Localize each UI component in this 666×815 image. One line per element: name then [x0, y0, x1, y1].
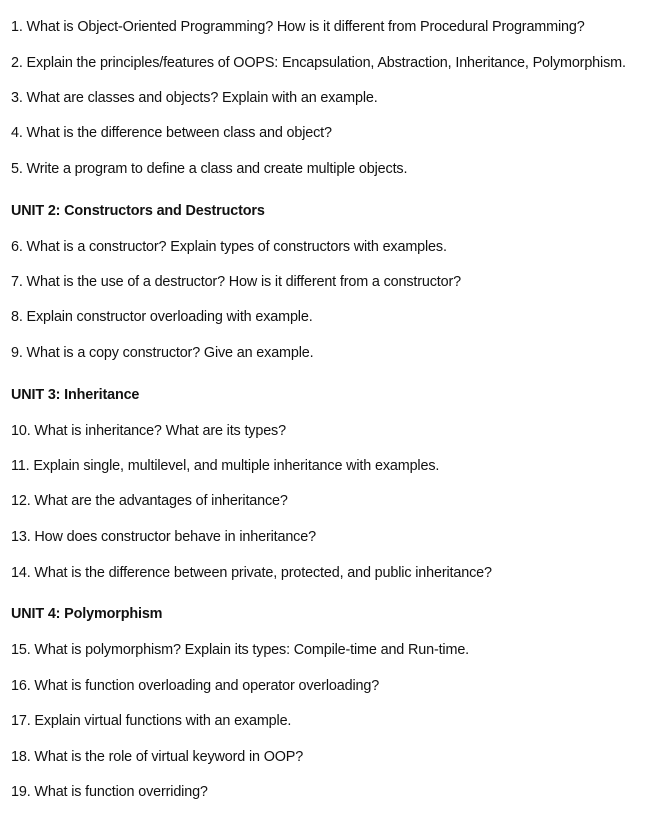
question-18: 18. What is the role of virtual keyword in OOP? [11, 749, 304, 765]
question-11: 11. Explain single, multilevel, and multiple inheritance with examples. [11, 458, 440, 474]
question-17: 17. Explain virtual functions with an example. [11, 713, 292, 729]
unit-2-heading: UNIT 2: Constructors and Destructors [11, 203, 265, 219]
question-4: 4. What is the difference between class and object? [11, 125, 332, 141]
question-16: 16. What is function overloading and operator overloading? [11, 678, 380, 694]
question-9: 9. What is a copy constructor? Give an example. [11, 345, 314, 361]
question-5: 5. Write a program to define a class and create multiple objects. [11, 161, 408, 177]
question-1: 1. What is Object-Oriented Programming? How is it different from Procedural Programming? [11, 19, 585, 35]
question-13: 13. How does constructor behave in inheritance? [11, 529, 316, 545]
question-19: 19. What is function overriding? [11, 784, 208, 800]
question-15: 15. What is polymorphism? Explain its types: Compile-time and Run-time. [11, 642, 470, 658]
question-10: 10. What is inheritance? What are its types? [11, 423, 286, 439]
question-6: 6. What is a constructor? Explain types of constructors with examples. [11, 239, 447, 255]
question-8: 8. Explain constructor overloading with example. [11, 309, 313, 325]
unit-4-heading: UNIT 4: Polymorphism [11, 606, 163, 622]
unit-3-heading: UNIT 3: Inheritance [11, 387, 140, 403]
question-3: 3. What are classes and objects? Explain with an example. [11, 90, 378, 106]
question-14: 14. What is the difference between private, protected, and public inheritance? [11, 565, 492, 581]
question-7: 7. What is the use of a destructor? How is it different from a constructor? [11, 274, 461, 290]
question-12: 12. What are the advantages of inheritance? [11, 493, 288, 509]
question-2: 2. Explain the principles/features of OOPS: Encapsulation, Abstraction, Inheritance, Polymorphism. [11, 55, 626, 71]
